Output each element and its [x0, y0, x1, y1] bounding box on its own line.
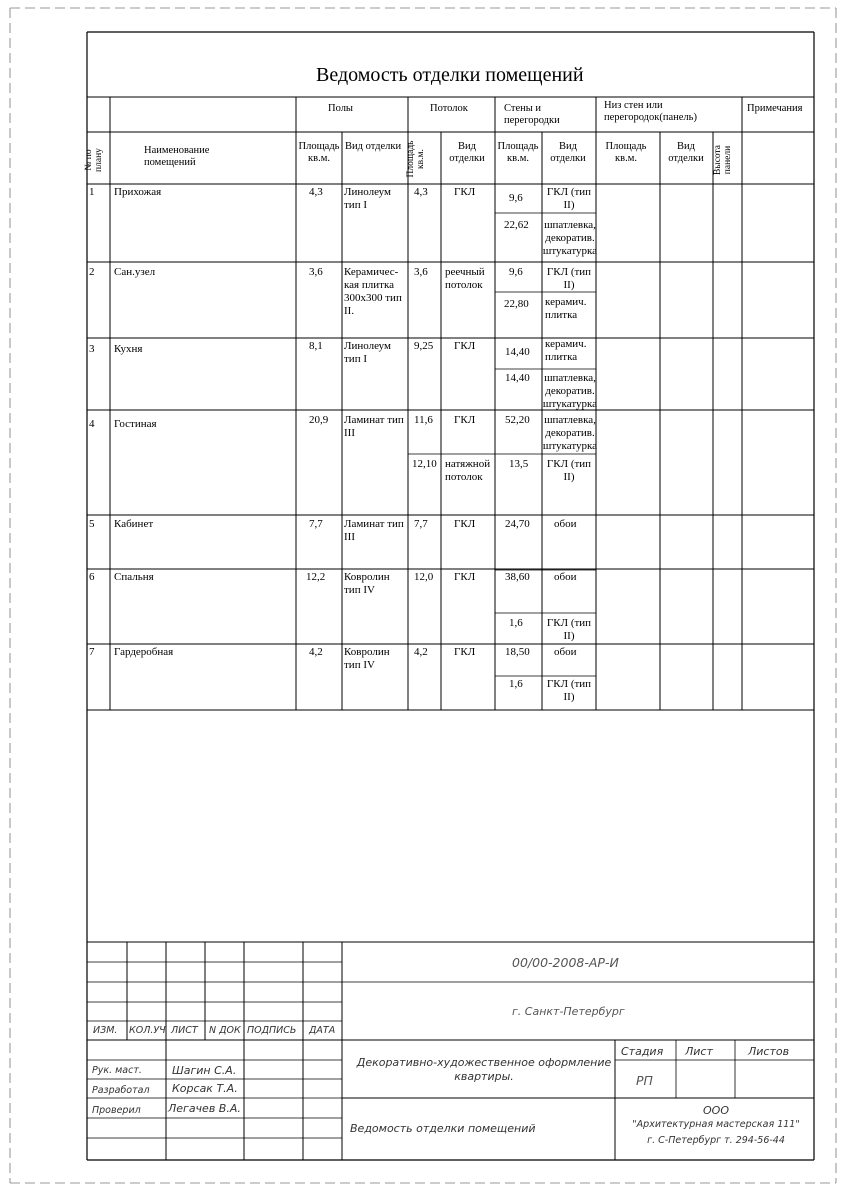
row6-wall2-type: ГКЛ (тип II): [546, 617, 592, 642]
row1-floor-area: 4,3: [309, 186, 323, 198]
row2-ceil-type: реечный потолок: [445, 266, 485, 291]
header-room-no: № по плану: [84, 148, 104, 172]
stamp-name-1: Шагин С.А.: [172, 1064, 237, 1077]
stamp-org-line1: ООО: [703, 1104, 729, 1117]
row4-no: 4: [89, 418, 95, 430]
header-lower-walls: Низ стен или перегородок(панель): [604, 100, 697, 123]
row6-wall1-area: 38,60: [505, 571, 530, 583]
row2-floor-area: 3,6: [309, 266, 323, 278]
row5-ceil-area: 7,7: [414, 518, 428, 530]
row7-no: 7: [89, 646, 95, 658]
header-wall-type: Вид отделки: [550, 141, 586, 164]
row3-wall2-area: 14,40: [505, 372, 530, 384]
row1-wall1-area: 9,6: [509, 192, 523, 204]
row1-no: 1: [89, 186, 95, 198]
stamp-org-line2: "Архитектурная мастерская 111": [632, 1119, 800, 1130]
row2-name: Сан.узел: [114, 266, 156, 278]
row6-no: 6: [89, 571, 95, 583]
row2-wall2-type: керамич. плитка: [545, 296, 587, 321]
stamp-city: г. Санкт-Петербург: [512, 1005, 625, 1018]
header-ceiling: Потолок: [430, 103, 468, 114]
header-floor-type: Вид отделки: [345, 141, 402, 152]
row6-wall2-area: 1,6: [509, 617, 523, 629]
stamp-col-ndok: N ДОК: [209, 1025, 241, 1036]
row6-name: Спальня: [114, 571, 154, 583]
header-walls: Стены и перегородки: [504, 103, 560, 126]
row4-ceil-area: 11,6: [414, 414, 433, 426]
row5-name: Кабинет: [114, 518, 154, 530]
stamp-role-2: Разработал: [92, 1085, 150, 1096]
header-floor-area: Площадь кв.м.: [298, 141, 340, 164]
row3-wall1-type: керамич. плитка: [545, 338, 587, 363]
row3-no: 3: [89, 343, 95, 355]
row3-floor-type: Линолеум тип I: [344, 340, 392, 365]
row2-ceil-area: 3,6: [414, 266, 428, 278]
stamp-name-3: Легачев В.А.: [168, 1102, 241, 1115]
row7-wall2-type: ГКЛ (тип II): [546, 678, 592, 703]
stamp-role-3: Проверил: [92, 1105, 141, 1116]
header-panel-area: Площадь кв.м.: [605, 141, 647, 164]
header-panel-type: Вид отделки: [668, 141, 704, 164]
row6-ceil-area: 12,0: [414, 571, 434, 583]
stamp-sheet-label: Лист: [685, 1045, 713, 1058]
row5-floor-area: 7,7: [309, 518, 323, 530]
row6-floor-type: Ковролин тип IV: [344, 571, 390, 596]
stamp-col-izm: ИЗМ.: [93, 1025, 118, 1036]
header-floors: Полы: [328, 103, 353, 114]
row6-ceil-type: ГКЛ: [454, 571, 476, 583]
row3-ceil-area: 9,25: [414, 340, 434, 352]
row4-floor-area: 20,9: [309, 414, 329, 426]
row7-name: Гардеробная: [114, 646, 174, 658]
row1-wall2-area: 22,62: [504, 219, 529, 231]
row2-floor-type: Керамичес-кая плитка 300х300 тип II.: [344, 266, 402, 317]
document-title: Ведомость отделки помещений: [316, 64, 584, 86]
row6-wall1-type: обои: [554, 571, 577, 583]
row5-ceil-type: ГКЛ: [454, 518, 476, 530]
row4-wall2-area: 13,5: [509, 458, 529, 470]
header-ceil-area: Площадь кв.м.: [406, 140, 426, 178]
row2-wall2-area: 22,80: [504, 298, 529, 310]
row4-ceil2-area: 12,10: [412, 458, 437, 470]
row1-wall2-type: шпатлевка, декоратив. штукатурка: [542, 219, 598, 257]
row4-ceil-type: ГКЛ: [454, 414, 476, 426]
stamp-stage-value: РП: [636, 1073, 653, 1088]
stamp-stage-label: Стадия: [621, 1045, 664, 1058]
row3-floor-area: 8,1: [309, 340, 323, 352]
row5-no: 5: [89, 518, 95, 530]
stamp-role-1: Рук. маст.: [92, 1065, 142, 1076]
row5-floor-type: Ламинат тип III: [344, 518, 404, 543]
row3-wall2-type: шпатлевка, декоратив. штукатурка: [542, 372, 598, 410]
row3-wall1-area: 14,40: [505, 346, 530, 358]
row5-wall1-type: обои: [554, 518, 577, 530]
row7-floor-area: 4,2: [309, 646, 323, 658]
row2-no: 2: [89, 266, 95, 278]
row4-wall1-area: 52,20: [505, 414, 530, 426]
stamp-project: Декоративно-художественное оформление квартиры.: [356, 1056, 612, 1083]
header-wall-area: Площадь кв.м.: [497, 141, 539, 164]
row7-floor-type: Ковролин тип IV: [344, 646, 390, 671]
stamp-doc-code: 00/00-2008-АР-И: [512, 955, 619, 970]
row1-wall1-type: ГКЛ (тип II): [546, 186, 592, 211]
stamp-col-kolvo: КОЛ.УЧ: [129, 1025, 166, 1036]
row1-ceil-type: ГКЛ: [454, 186, 476, 198]
row3-ceil-type: ГКЛ: [454, 340, 476, 352]
row7-wall2-area: 1,6: [509, 678, 523, 690]
header-ceil-type: Вид отделки: [449, 141, 485, 164]
row7-wall1-type: обои: [554, 646, 577, 658]
row1-name: Прихожая: [114, 186, 162, 198]
header-notes: Примечания: [747, 103, 803, 114]
stamp-col-list: ЛИСТ: [171, 1025, 198, 1036]
header-panel-height: Высота панели: [713, 144, 733, 176]
row4-floor-type: Ламинат тип III: [344, 414, 404, 439]
row4-wall2-type: ГКЛ (тип II): [546, 458, 592, 483]
row6-floor-area: 12,2: [306, 571, 326, 583]
stamp-name-2: Корсак Т.А.: [172, 1082, 238, 1095]
row4-name: Гостиная: [114, 418, 157, 430]
row7-ceil-type: ГКЛ: [454, 646, 476, 658]
stamp-col-signature: ПОДПИСЬ: [247, 1025, 297, 1036]
row1-floor-type: Линолеум тип I: [344, 186, 392, 211]
stamp-col-date: ДАТА: [309, 1025, 336, 1036]
stamp-sheet-title: Ведомость отделки помещений: [350, 1122, 536, 1135]
row4-ceil2-type: натяжной потолок: [445, 458, 491, 483]
row7-wall1-area: 18,50: [505, 646, 530, 658]
row7-ceil-area: 4,2: [414, 646, 428, 658]
row2-wall1-area: 9,6: [509, 266, 523, 278]
row3-name: Кухня: [114, 343, 143, 355]
row5-wall1-area: 24,70: [505, 518, 530, 530]
stamp-sheets-label: Листов: [748, 1045, 790, 1058]
row4-wall1-type: шпатлевка, декоратив. штукатурка: [542, 414, 598, 452]
stamp-org-line3: г. С-Петербург т. 294-56-44: [647, 1135, 785, 1146]
row1-ceil-area: 4,3: [414, 186, 428, 198]
header-room-name: Наименование помещений: [144, 145, 210, 168]
row2-wall1-type: ГКЛ (тип II): [546, 266, 592, 291]
